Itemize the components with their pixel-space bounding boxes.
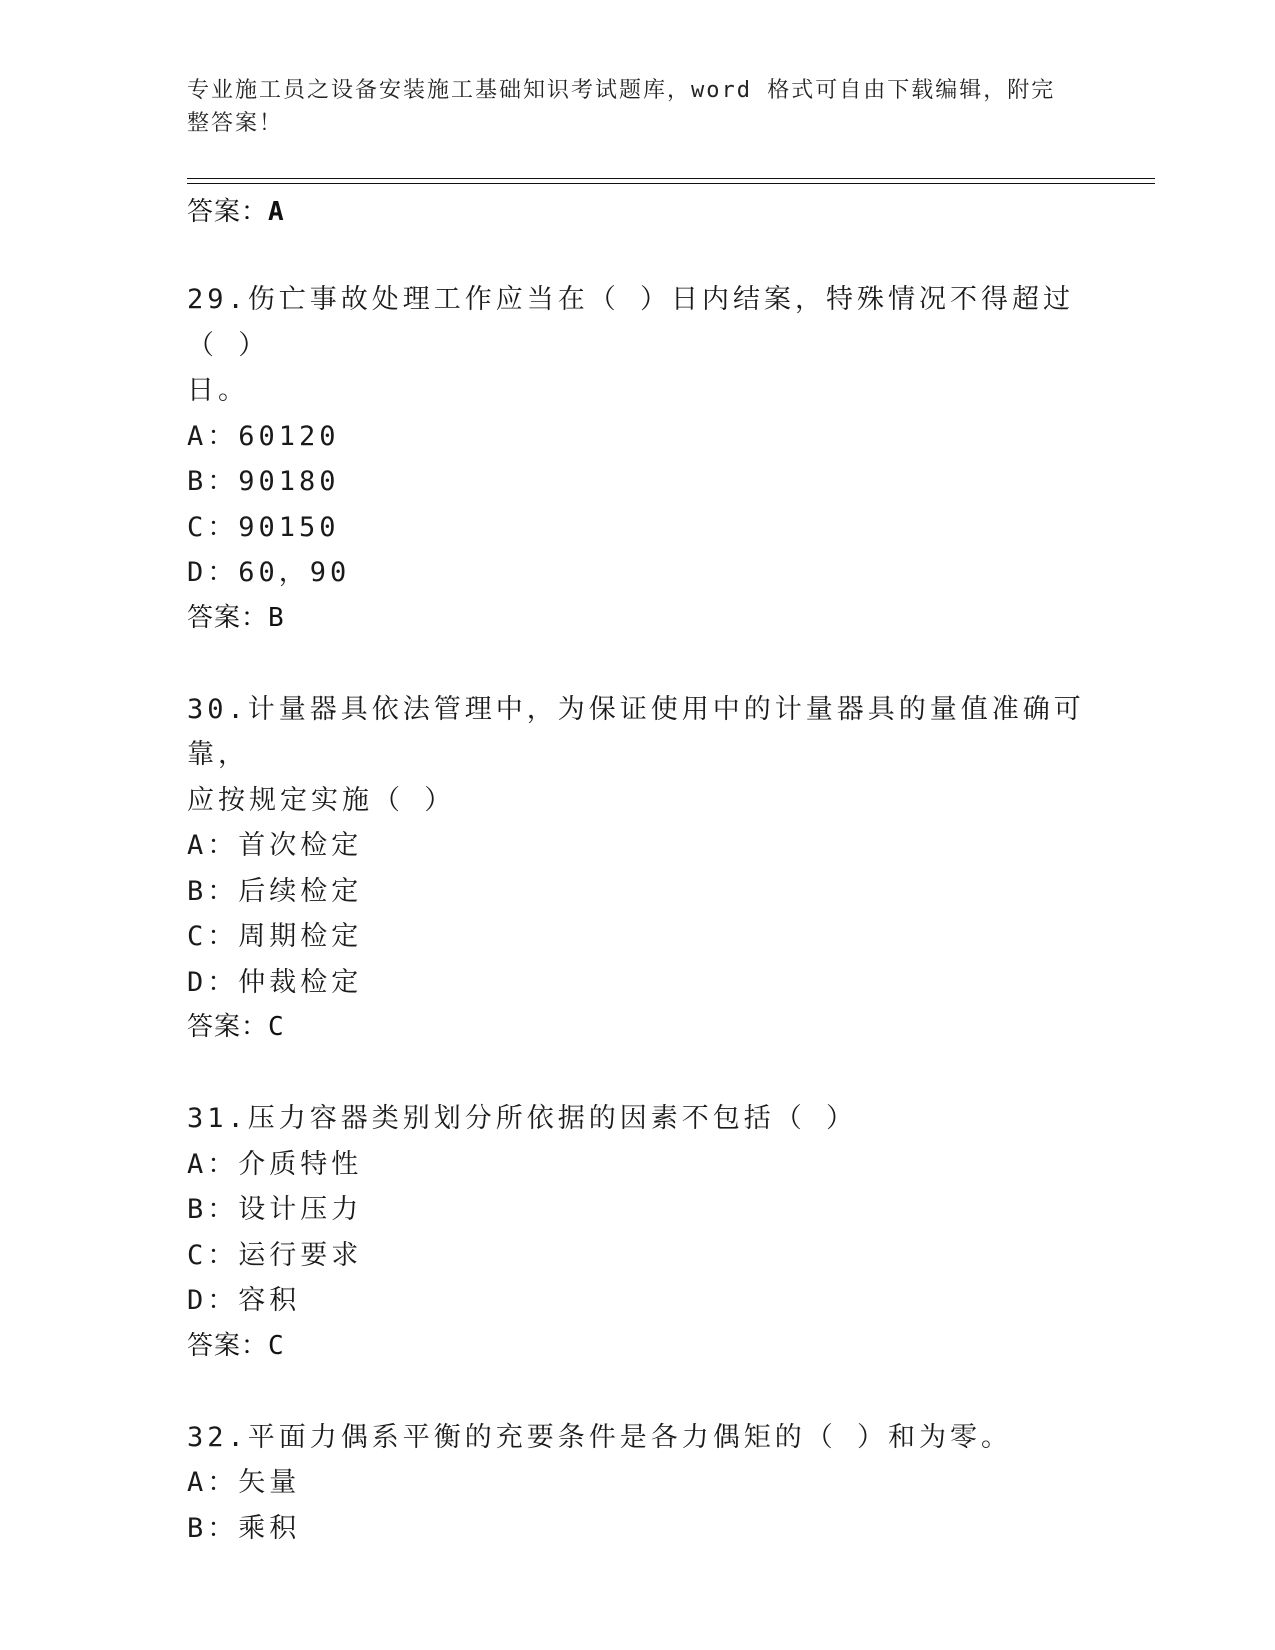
question-stem-line: 日。 <box>187 375 249 406</box>
answer-value: A <box>268 197 285 227</box>
header-line-1: 专业施工员之设备安装施工基础知识考试题库，word 格式可自由下载编辑，附完 <box>187 78 1056 103</box>
option-b: B：后续检定 <box>187 875 363 907</box>
question-stem-line: 31.压力容器类别划分所依据的因素不包括（ ） <box>187 1103 858 1134</box>
question-answer <box>187 596 1087 640</box>
option-b: B：乘积 <box>187 1512 301 1544</box>
answer-label: 答案： <box>187 1330 269 1361</box>
question-stem <box>187 1096 1087 1142</box>
question-stem-line: 32.平面力偶系平衡的充要条件是各力偶矩的（ ）和为零。 <box>187 1421 1013 1453</box>
question-31 <box>187 1096 1087 1368</box>
question-stem-line: 30.计量器具依法管理中，为保证使用中的计量器具的量值准确可靠， <box>187 693 1085 770</box>
option-a: A：矢量 <box>187 1467 301 1498</box>
document-body <box>187 190 1087 1551</box>
question-stem-line: 应按规定实施（ ） <box>187 784 456 816</box>
header-divider-bottom <box>187 183 1155 184</box>
question-stem-line: 29.伤亡事故处理工作应当在（ ）日内结案，特殊情况不得超过（ ） <box>187 284 1075 361</box>
question-32 <box>187 1415 1087 1552</box>
answer-value: B <box>268 602 285 633</box>
option-a: A：60120 <box>187 420 340 452</box>
option-c: C：运行要求 <box>187 1239 363 1271</box>
answer-label: 答案： <box>187 1012 269 1042</box>
question-stem <box>187 1415 1087 1461</box>
answer-value: C <box>268 1330 285 1361</box>
header-line-2: 整答案！ <box>187 111 284 136</box>
option-d: D：60，90 <box>187 557 351 588</box>
answer-label: 答案： <box>187 602 269 633</box>
question-answer <box>187 1324 1087 1368</box>
question-stem <box>187 687 1087 824</box>
option-d: D：容积 <box>187 1285 301 1316</box>
option-b: B：90180 <box>187 466 340 497</box>
document-header <box>187 74 1067 140</box>
option-d: D：仲裁检定 <box>187 966 363 998</box>
answer-label: 答案： <box>187 197 269 227</box>
question-answer <box>187 1005 1087 1049</box>
option-a: A：首次检定 <box>187 830 363 861</box>
header-divider-top <box>187 178 1155 179</box>
question-30 <box>187 687 1087 1050</box>
option-c: C：90150 <box>187 511 340 543</box>
previous-answer <box>187 190 1087 234</box>
question-29 <box>187 277 1087 640</box>
question-stem <box>187 277 1087 414</box>
option-b: B：设计压力 <box>187 1194 363 1225</box>
answer-value: C <box>268 1012 285 1042</box>
option-a: A：介质特性 <box>187 1148 363 1180</box>
option-c: C：周期检定 <box>187 921 363 952</box>
